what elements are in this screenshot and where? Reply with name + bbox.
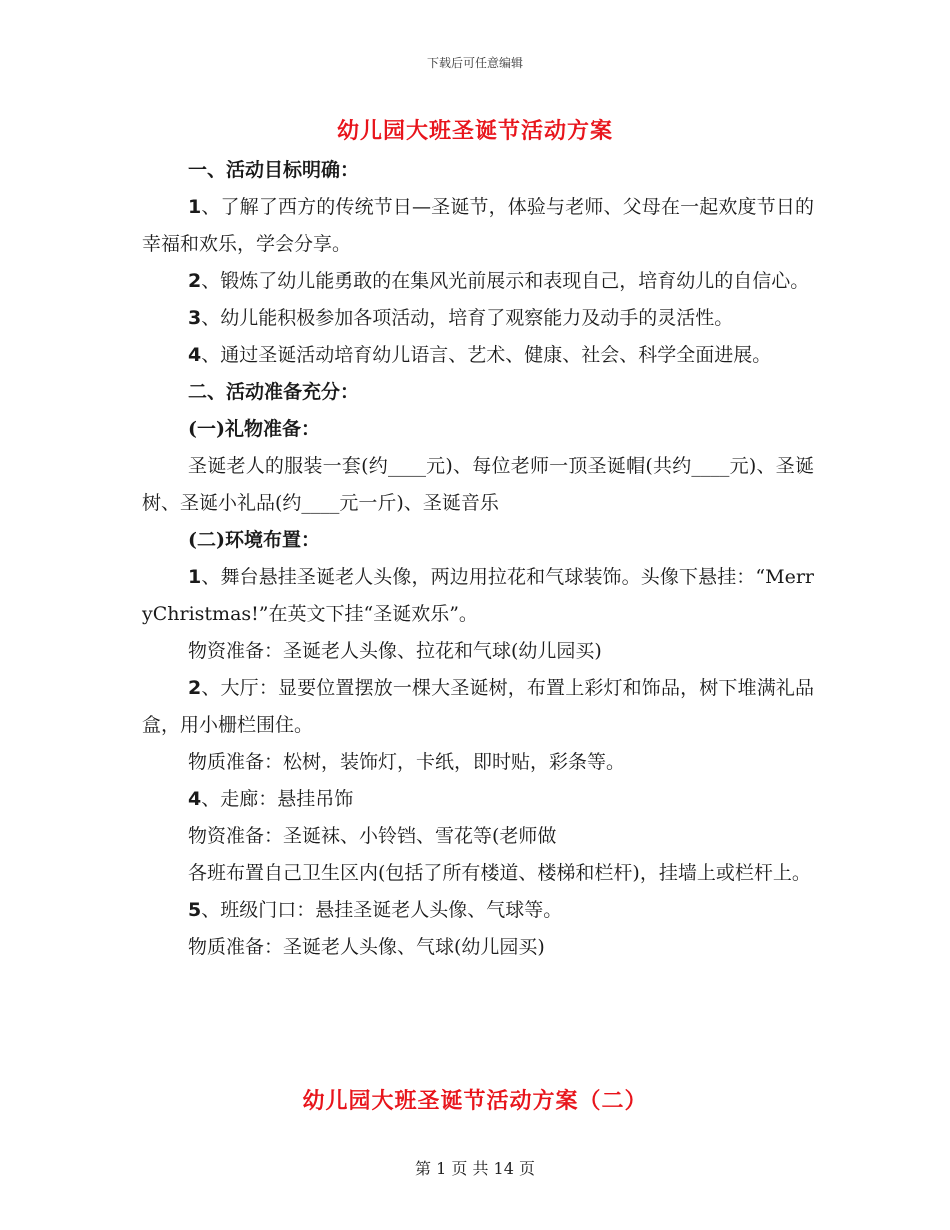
goal-number: 1 bbox=[188, 196, 202, 218]
goal-number: 2 bbox=[188, 270, 202, 292]
goal-text: 、通过圣诞活动培育幼儿语言、艺术、健康、社会、科学全面进展。 bbox=[201, 344, 772, 366]
goal-text: 、锻炼了幼儿能勇敢的在集风光前展示和表现自己，培育幼儿的自信心。 bbox=[201, 270, 810, 292]
env-item-1-prep: 物资准备：圣诞老人头像、拉花和气球(幼儿园买) bbox=[188, 640, 602, 662]
page-footer: 第 1 页 共 14 页 bbox=[415, 1159, 535, 1178]
goal-text: 、了解了西方的传统节日—圣诞节，体验与老师、父母在一起欢度节日的幸福和欢乐，学会分享。 bbox=[142, 196, 814, 255]
env-item-5 bbox=[142, 892, 814, 929]
env-text: 、舞台悬挂圣诞老人头像，两边用拉花和气球装饰。头像下悬挂：“MerryChristmas!”在英文下挂“圣诞欢乐”。 bbox=[142, 566, 814, 625]
section-heading-goals: 一、活动目标明确： bbox=[188, 159, 360, 181]
env-text: 、走廊：悬挂吊饰 bbox=[201, 788, 354, 810]
env-item-2-prep: 物质准备：松树，装饰灯，卡纸，即时贴，彩条等。 bbox=[188, 751, 626, 773]
env-number: 5 bbox=[188, 899, 202, 921]
env-text: 、大厅：显要位置摆放一棵大圣诞树，布置上彩灯和饰品，树下堆满礼品盒，用小栅栏围住。 bbox=[142, 677, 814, 736]
document-title: 幼儿园大班圣诞节活动方案 bbox=[336, 118, 613, 144]
env-item-4-extra: 各班布置自己卫生区内(包括了所有楼道、楼梯和栏杆)，挂墙上或栏杆上。 bbox=[188, 862, 811, 884]
env-item-2 bbox=[142, 670, 814, 744]
env-number: 2 bbox=[188, 677, 202, 699]
document-body bbox=[142, 152, 814, 966]
goal-number: 4 bbox=[188, 344, 202, 366]
goal-item-1 bbox=[142, 189, 814, 263]
goal-number: 3 bbox=[188, 307, 202, 329]
goal-item-2 bbox=[142, 263, 814, 300]
goal-text: 、幼儿能积极参加各项活动，培育了观察能力及动手的灵活性。 bbox=[201, 307, 734, 329]
header-note: 下载后可任意编辑 bbox=[426, 56, 523, 70]
env-number: 4 bbox=[188, 788, 202, 810]
goal-item-3 bbox=[142, 300, 814, 337]
goal-item-4 bbox=[142, 337, 814, 374]
subsection-heading-gifts: (一)礼物准备： bbox=[188, 418, 320, 440]
section-heading-preparation: 二、活动准备充分： bbox=[188, 381, 360, 403]
document-title-part-two: 幼儿园大班圣诞节活动方案（二） bbox=[302, 1088, 648, 1114]
env-text: 、班级门口：悬挂圣诞老人头像、气球等。 bbox=[201, 899, 563, 921]
env-item-1 bbox=[142, 559, 814, 633]
env-number: 1 bbox=[188, 566, 202, 588]
gifts-text: 圣诞老人的服装一套(约____元)、每位老师一顶圣诞帽(共约____元)、圣诞树、圣诞小礼品(约____元一斤)、圣诞音乐 bbox=[142, 455, 814, 514]
env-item-5-prep: 物质准备：圣诞老人头像、气球(幼儿园买) bbox=[188, 936, 545, 958]
env-item-4-prep: 物资准备：圣诞袜、小铃铛、雪花等(老师做 bbox=[188, 825, 557, 847]
subsection-heading-environment: (二)环境布置： bbox=[188, 529, 320, 551]
env-item-4 bbox=[142, 781, 814, 818]
